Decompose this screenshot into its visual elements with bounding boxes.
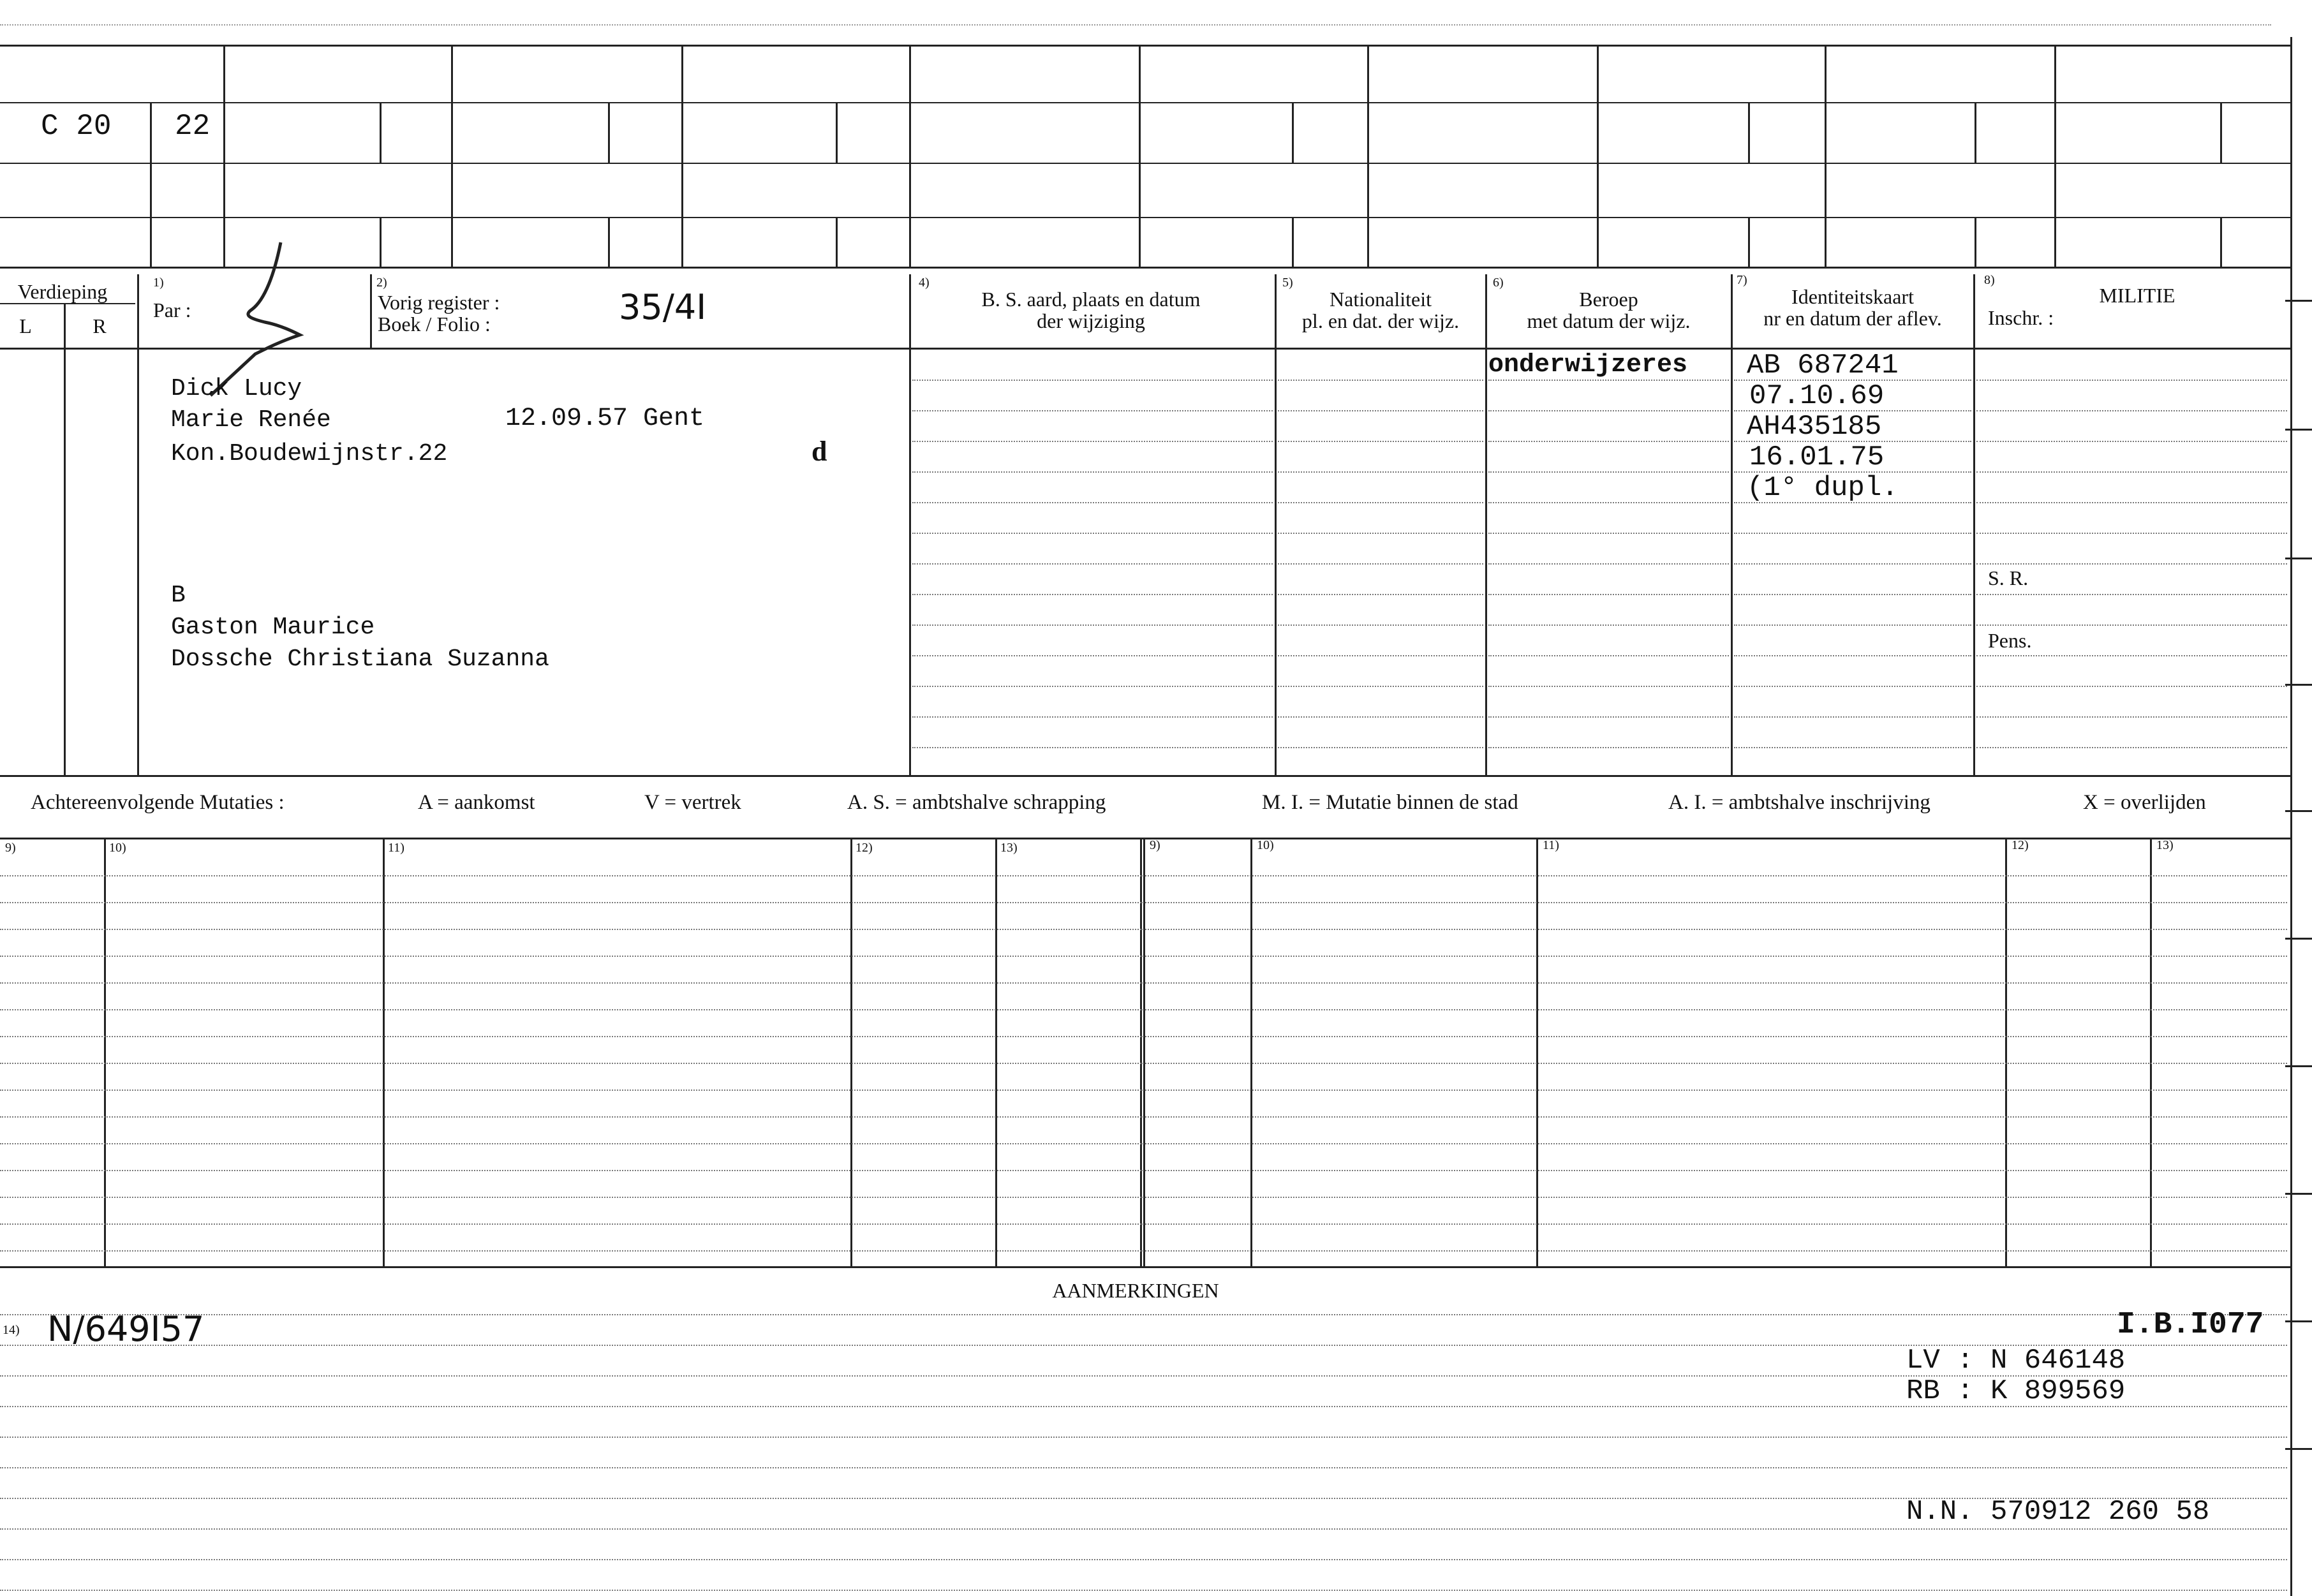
edge-tick <box>2285 429 2312 431</box>
bs-header-line1: B. S. aard, plaats en datum <box>981 288 1201 311</box>
ruled-line <box>1976 716 2287 718</box>
top-border <box>0 45 2290 47</box>
ruled-line <box>1976 747 2287 748</box>
mother-name: Dossche Christiana Suzanna <box>171 646 549 673</box>
column-number: 9) <box>5 841 16 855</box>
edge-tick <box>2285 810 2312 812</box>
beroep-header-line2: met datum der wijz. <box>1527 309 1691 332</box>
vorig-register-value: 35/4I <box>619 287 707 327</box>
bs-header-line2: der wijziging <box>1037 309 1145 332</box>
ruled-line <box>912 655 1273 656</box>
legend-item: A. I. = ambtshalve inschrijving <box>1668 791 1930 814</box>
ruled-line <box>1488 533 1729 534</box>
legend-item: A = aankomst <box>418 791 535 814</box>
ruled-line <box>1488 410 1729 411</box>
id-header-line2: nr en datum der aflev. <box>1763 307 1942 330</box>
ruled-line <box>1734 686 1971 687</box>
ruled-line <box>1734 563 1971 565</box>
ruled-line <box>1734 747 1971 748</box>
address: Kon.Boudewijnstr.22 <box>171 440 448 468</box>
left-label: L <box>19 314 32 337</box>
ruled-line <box>1278 686 1483 687</box>
note-1: 1) <box>153 276 164 290</box>
ruled-line <box>1488 624 1729 626</box>
grid-line <box>0 838 2290 839</box>
grid-line <box>0 217 2290 218</box>
grid-line <box>1975 102 1976 163</box>
ruled-line <box>912 747 1273 748</box>
ruled-line <box>912 533 1273 534</box>
ruled-line <box>912 441 1273 442</box>
grid-line <box>2054 45 2056 268</box>
edge-tick <box>2285 1065 2312 1067</box>
grid-line <box>1975 217 1976 268</box>
ruled-line <box>0 902 2287 903</box>
ruled-line <box>0 1250 2287 1252</box>
birth-date-place: 12.09.57 Gent <box>505 404 705 433</box>
edge-tick <box>2285 558 2312 559</box>
ruled-line <box>1976 502 2287 503</box>
mark-d: d <box>811 436 827 467</box>
ruled-line <box>1976 410 2287 411</box>
grid-line <box>223 45 225 268</box>
parent-marker: B <box>171 582 186 609</box>
id-card-line: 07.10.69 <box>1749 380 1885 412</box>
name-line2: Marie Renée <box>171 406 331 434</box>
ruled-line <box>0 956 2287 957</box>
ruled-line <box>912 471 1273 473</box>
grid-line <box>1485 274 1487 775</box>
column-number: 10) <box>109 841 126 855</box>
ruled-line <box>1278 563 1483 565</box>
boek-folio-label: Boek / Folio : <box>378 313 491 336</box>
column-number: 11) <box>1543 838 1559 852</box>
nationaliteit-header-line2: pl. en dat. der wijz. <box>1301 309 1460 332</box>
grid-line <box>1731 274 1733 775</box>
legend-item: A. S. = ambtshalve schrapping <box>847 791 1106 814</box>
edge-tick <box>2285 1193 2312 1195</box>
id-card-line: AB 687241 <box>1747 350 1899 381</box>
ruled-line <box>912 380 1273 381</box>
ruled-line <box>1976 655 2287 656</box>
note-2: 2) <box>376 276 387 290</box>
column-number: 10) <box>1257 838 1274 852</box>
sr-label: S. R. <box>1988 566 2029 589</box>
note-14: 14) <box>3 1323 20 1337</box>
pens-label: Pens. <box>1988 629 2032 652</box>
ruled-line <box>0 1170 2287 1171</box>
ruled-line <box>1976 471 2287 473</box>
ruled-line <box>1488 563 1729 565</box>
grid-line <box>836 217 838 268</box>
right-label: R <box>93 314 107 337</box>
grid-line <box>1973 274 1975 775</box>
ruled-line <box>0 1314 2287 1315</box>
grid-line <box>0 267 2290 269</box>
grid-line <box>64 303 66 775</box>
ruled-line <box>0 1528 2287 1530</box>
ruled-line <box>1488 716 1729 718</box>
ruled-line <box>0 1559 2287 1560</box>
wijk-code: C 20 <box>41 110 112 143</box>
ruled-line <box>1976 441 2287 442</box>
note-8: 8) <box>1984 273 1995 287</box>
grid-line <box>1748 102 1750 163</box>
note-5: 5) <box>1282 276 1293 290</box>
grid-line <box>137 274 139 775</box>
ruled-line <box>1278 410 1483 411</box>
ruled-line <box>1488 441 1729 442</box>
edge-tick <box>2285 684 2312 686</box>
ruled-line <box>1976 624 2287 626</box>
ruled-line <box>1976 686 2287 687</box>
ruled-line <box>1278 471 1483 473</box>
legend-item: X = overlijden <box>2083 791 2206 814</box>
ruled-line <box>1278 380 1483 381</box>
ruled-line <box>912 624 1273 626</box>
ruled-line <box>1278 655 1483 656</box>
beroep-header-line1: Beroep <box>1579 288 1638 311</box>
ruled-line <box>1488 686 1729 687</box>
ruled-line <box>1734 533 1971 534</box>
grid-line <box>909 45 911 268</box>
grid-line <box>0 102 2290 103</box>
grid-line <box>380 217 382 268</box>
ruled-line <box>0 1467 2287 1468</box>
ruled-line <box>1278 716 1483 718</box>
id-card-line: (1° dupl. <box>1747 472 1899 504</box>
note-4: 4) <box>919 276 930 290</box>
grid-line <box>1748 217 1750 268</box>
grid-line <box>1139 45 1141 268</box>
grid-line <box>0 1266 2290 1268</box>
legend-item: V = vertrek <box>644 791 741 814</box>
ruled-line <box>1734 624 1971 626</box>
ruled-line <box>1278 594 1483 595</box>
scan-edge <box>0 24 2271 26</box>
column-number: 13) <box>2156 838 2174 852</box>
name-line1: Dick Lucy <box>171 375 302 403</box>
ruled-line <box>1488 655 1729 656</box>
aanmerking-reference: N/649I57 <box>47 1309 205 1349</box>
ruled-line <box>1488 502 1729 503</box>
ruled-line <box>912 502 1273 503</box>
column-number: 12) <box>2012 838 2029 852</box>
father-name: Gaston Maurice <box>171 614 375 641</box>
grid-line <box>681 45 683 268</box>
grid-line <box>2220 102 2222 163</box>
edge-tick <box>2285 938 2312 940</box>
grid-line <box>0 348 2290 350</box>
inschr-label: Inschr. : <box>1988 306 2054 329</box>
nationaliteit-header-line1: Nationaliteit <box>1330 288 1432 311</box>
ruled-line <box>1488 747 1729 748</box>
ib-number: I.B.I077 <box>2117 1308 2264 1342</box>
grid-line <box>2220 217 2222 268</box>
mutaties-title: Achtereenvolgende Mutaties : <box>31 791 285 814</box>
ruled-line <box>912 594 1273 595</box>
militie-header: MILITIE <box>2099 284 2175 307</box>
ruled-line <box>912 410 1273 411</box>
ruled-line <box>1488 594 1729 595</box>
ruled-line <box>0 1590 2287 1591</box>
grid-line <box>0 303 135 304</box>
ruled-line <box>1734 716 1971 718</box>
grid-line <box>0 775 2290 777</box>
note-6: 6) <box>1493 276 1504 290</box>
edge-tick <box>2285 1448 2312 1450</box>
ruled-line <box>1976 380 2287 381</box>
ruled-line <box>0 1116 2287 1118</box>
grid-line <box>836 102 838 163</box>
ruled-line <box>1278 533 1483 534</box>
ruled-line <box>1488 380 1729 381</box>
ruled-line <box>912 563 1273 565</box>
grid-line <box>150 102 152 268</box>
ruled-line <box>1278 441 1483 442</box>
ruled-line <box>1976 594 2287 595</box>
ruled-line <box>912 716 1273 718</box>
edge-tick <box>2285 1320 2312 1322</box>
column-number: 9) <box>1150 838 1160 852</box>
grid-line <box>1292 102 1294 163</box>
grid-line <box>380 102 382 163</box>
grid-line <box>451 45 453 268</box>
national-number: N.N. 570912 260 58 <box>1906 1496 2210 1528</box>
ruled-line <box>1734 655 1971 656</box>
right-border <box>2290 37 2292 1596</box>
grid-line <box>608 217 610 268</box>
ruled-line <box>1278 624 1483 626</box>
verdieping-label: Verdieping <box>17 280 108 303</box>
ruled-line <box>1976 533 2287 534</box>
legend-item: M. I. = Mutatie binnen de stad <box>1262 791 1518 814</box>
ruled-line <box>0 1143 2287 1144</box>
grid-line <box>608 102 610 163</box>
edge-tick <box>2285 300 2312 302</box>
beroep-value: onderwijzeres <box>1488 351 1688 380</box>
ruled-line <box>1488 471 1729 473</box>
ruled-line <box>0 1223 2287 1225</box>
ruled-line <box>0 1197 2287 1198</box>
grid-line <box>1825 45 1827 268</box>
ruled-line <box>0 929 2287 930</box>
column-number: 11) <box>388 841 404 855</box>
grid-line <box>1275 274 1277 775</box>
grid-line <box>370 274 372 348</box>
ruled-line <box>0 1063 2287 1064</box>
lv-number: LV : N 646148 <box>1906 1345 2126 1377</box>
par-label: Par : <box>153 299 191 321</box>
column-number: 12) <box>856 841 873 855</box>
ruled-line <box>1278 747 1483 748</box>
ruled-line <box>0 1009 2287 1010</box>
note-7: 7) <box>1737 273 1747 287</box>
id-header-line1: Identiteitskaart <box>1791 285 1914 308</box>
ruled-line <box>1278 502 1483 503</box>
ruled-line <box>0 1090 2287 1091</box>
ruled-line <box>912 686 1273 687</box>
column-number: 13) <box>1000 841 1018 855</box>
house-number: 22 <box>175 110 211 143</box>
id-card-line: 16.01.75 <box>1749 441 1885 473</box>
grid-line <box>1597 45 1599 268</box>
ruled-line <box>0 875 2287 876</box>
ruled-line <box>1976 563 2287 565</box>
id-card-line: AH435185 <box>1747 411 1882 443</box>
ruled-line <box>0 982 2287 984</box>
vorig-register-label: Vorig register : <box>378 291 500 314</box>
grid-line <box>1367 45 1369 268</box>
aanmerkingen-title: AANMERKINGEN <box>1052 1279 1219 1302</box>
ruled-line <box>0 1036 2287 1037</box>
grid-line <box>1292 217 1294 268</box>
rb-number: RB : K 899569 <box>1906 1375 2126 1407</box>
ruled-line <box>0 1437 2287 1438</box>
grid-line <box>909 274 911 775</box>
ruled-line <box>1734 594 1971 595</box>
grid-line <box>0 163 2290 164</box>
